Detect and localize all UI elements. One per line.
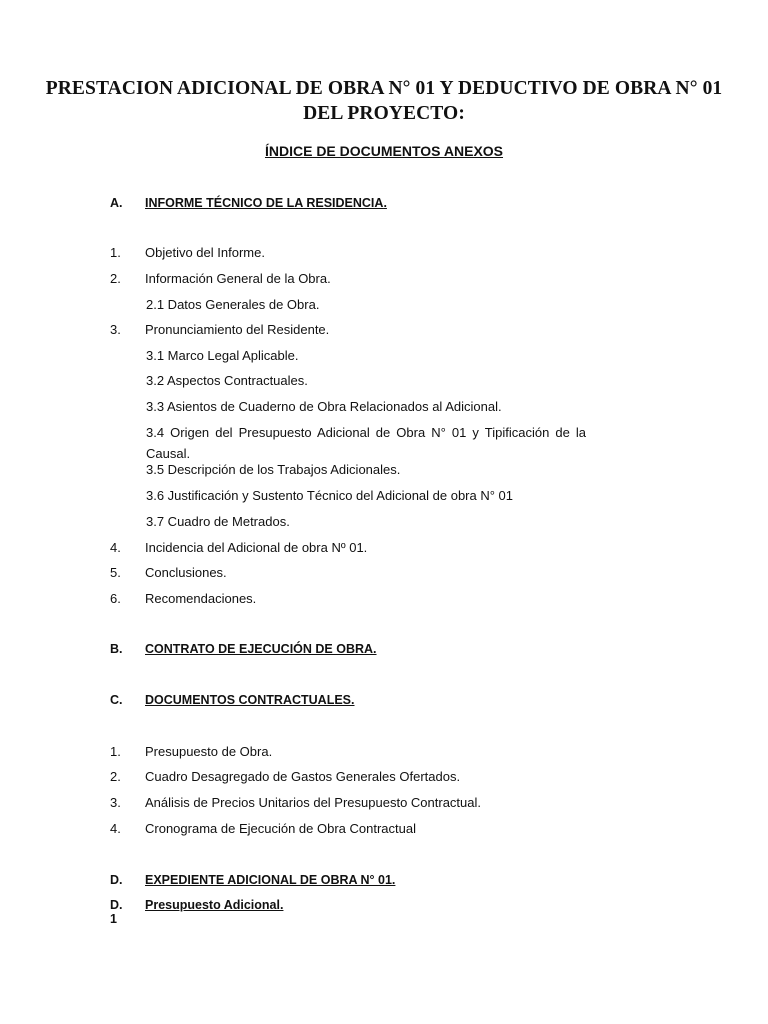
section-label: DOCUMENTOS CONTRACTUALES. <box>145 693 355 707</box>
item-marker: 4. <box>110 821 121 836</box>
section-c-heading <box>0 691 768 709</box>
section-label: EXPEDIENTE ADICIONAL DE OBRA N° 01. <box>145 873 396 887</box>
sub-item <box>0 398 768 416</box>
section-label: Presupuesto Adicional. <box>145 898 284 912</box>
sub-item <box>0 422 768 461</box>
index-heading: ÍNDICE DE DOCUMENTOS ANEXOS <box>264 143 504 159</box>
item-text: 3.2 Aspectos Contractuales. <box>146 373 308 388</box>
item-text: Conclusiones. <box>145 565 227 580</box>
item-text: Objetivo del Informe. <box>145 245 265 260</box>
item-text: Presupuesto de Obra. <box>145 744 273 759</box>
section-marker: D. <box>110 873 123 887</box>
section-b-heading <box>0 640 768 658</box>
list-item <box>0 768 768 786</box>
list-item <box>0 270 768 288</box>
sub-item <box>0 461 768 479</box>
list-item <box>0 564 768 582</box>
section-marker: A. <box>110 196 123 210</box>
sub-item <box>0 487 768 505</box>
list-item <box>0 794 768 812</box>
item-text: Información General de la Obra. <box>145 271 331 286</box>
list-item <box>0 539 768 557</box>
item-marker: 1. <box>110 245 121 260</box>
item-text: Cuadro Desagregado de Gastos Generales Ofertados. <box>145 769 461 784</box>
item-text: Recomendaciones. <box>145 591 257 606</box>
sub-item <box>0 296 768 314</box>
item-text: Incidencia del Adicional de obra Nº 01. <box>145 540 368 555</box>
item-marker: 1. <box>110 744 121 759</box>
item-text: 3.4 Origen del Presupuesto Adicional de Obra N° 01 y Tipificación de la Causal. <box>146 425 586 461</box>
item-text: Pronunciamiento del Residente. <box>145 322 330 337</box>
section-marker: D. 1 <box>110 898 123 926</box>
item-marker: 3. <box>110 322 121 337</box>
section-label: CONTRATO DE EJECUCIÓN DE OBRA. <box>145 642 377 656</box>
item-text: Cronograma de Ejecución de Obra Contractual <box>145 821 416 836</box>
list-item <box>0 590 768 608</box>
item-text: 3.7 Cuadro de Metrados. <box>146 514 290 529</box>
item-marker: 6. <box>110 591 121 606</box>
sub-item <box>0 347 768 365</box>
section-label: INFORME TÉCNICO DE LA RESIDENCIA. <box>145 196 387 210</box>
list-item <box>0 244 768 262</box>
list-item <box>0 321 768 339</box>
section-marker: C. <box>110 693 123 707</box>
item-text: 3.1 Marco Legal Aplicable. <box>146 348 299 363</box>
item-text: Análisis de Precios Unitarios del Presupuesto Contractual. <box>145 795 482 810</box>
item-text: 3.5 Descripción de los Trabajos Adicionales. <box>146 462 401 477</box>
item-text: 3.3 Asientos de Cuaderno de Obra Relacionados al Adicional. <box>146 399 502 414</box>
item-text: 2.1 Datos Generales de Obra. <box>146 297 320 312</box>
item-text: 3.6 Justificación y Sustento Técnico del Adicional de obra N° 01 <box>146 488 514 503</box>
item-marker: 3. <box>110 795 121 810</box>
sub-item <box>0 372 768 390</box>
section-a-heading <box>0 194 768 212</box>
item-marker: 5. <box>110 565 121 580</box>
item-marker: 4. <box>110 540 121 555</box>
document-title: PRESTACION ADICIONAL DE OBRA N° 01 Y DEDUCTIVO DE OBRA N° 01 DEL PROYECTO: <box>45 78 723 124</box>
item-marker: 2. <box>110 271 121 286</box>
list-item <box>0 820 768 838</box>
sub-item <box>0 513 768 531</box>
item-marker: 2. <box>110 769 121 784</box>
section-d-heading <box>0 871 768 889</box>
section-d1-heading <box>0 896 768 932</box>
section-marker: B. <box>110 642 123 656</box>
list-item <box>0 743 768 761</box>
